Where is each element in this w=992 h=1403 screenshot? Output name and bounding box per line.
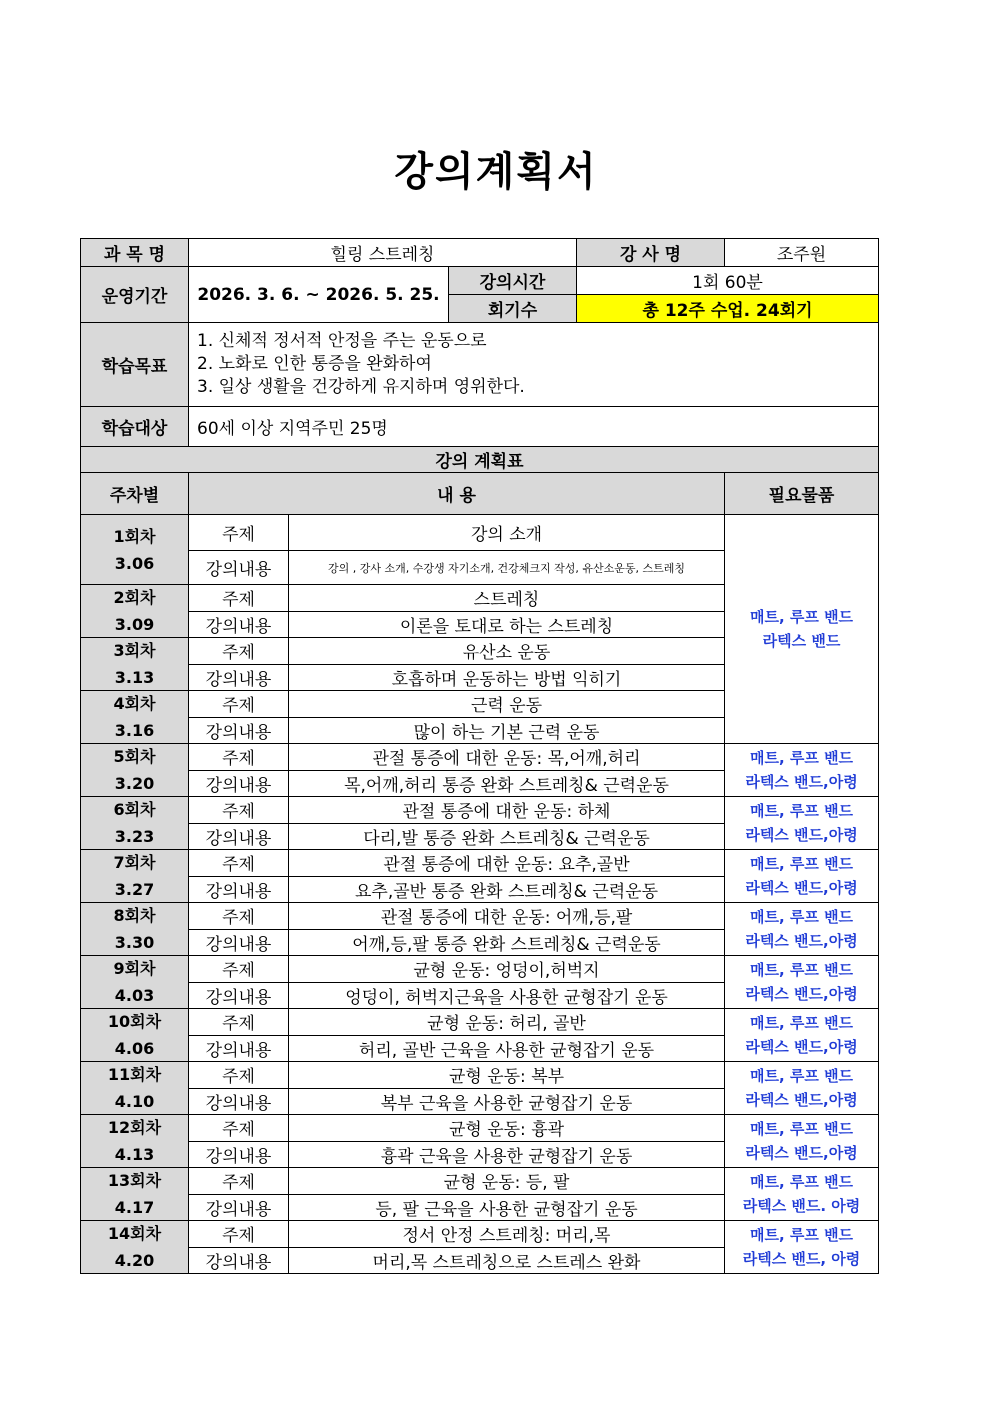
- subject-value: 힐링 스트레칭: [189, 239, 577, 267]
- week-cell: [81, 1168, 189, 1221]
- schedule-row: [81, 797, 879, 824]
- schedule-row: [81, 1062, 879, 1089]
- goals-list: [189, 323, 879, 407]
- week-content: 어깨,등,팔 통증 완화 스트레칭& 근력운동: [289, 929, 725, 956]
- item-line: 매트, 루프 밴드: [749, 855, 854, 873]
- item-line: 라텍스 밴드,아령: [745, 985, 858, 1003]
- week-topic: 정서 안정 스트레칭: 머리,목: [289, 1221, 725, 1248]
- topic-label: 주제: [189, 1221, 289, 1248]
- week-date: 3.23: [114, 827, 155, 846]
- week-number: 13회차: [107, 1171, 162, 1190]
- content-label: 강의내용: [189, 929, 289, 956]
- week-number: 8회차: [113, 906, 156, 925]
- week-content: 복부 근육을 사용한 균형잡기 운동: [289, 1088, 725, 1115]
- topic-label: 주제: [189, 850, 289, 877]
- week-cell: [81, 691, 189, 744]
- content-label: 강의내용: [189, 1141, 289, 1168]
- week-topic: 관절 통증에 대한 운동: 하체: [289, 797, 725, 824]
- items-cell: [725, 1062, 879, 1115]
- week-date: 3.16: [114, 721, 155, 740]
- target-value: 60세 이상 지역주민 25명: [189, 407, 879, 447]
- topic-label: 주제: [189, 515, 289, 551]
- item-line: 매트, 루프 밴드: [749, 908, 854, 926]
- week-content: 흉곽 근육을 사용한 균형잡기 운동: [289, 1141, 725, 1168]
- week-topic: 균형 운동: 흉곽: [289, 1115, 725, 1142]
- week-number: 6회차: [113, 800, 156, 819]
- period-label: 운영기간: [81, 267, 189, 323]
- item-line: 라텍스 밴드,아령: [745, 932, 858, 950]
- topic-label: 주제: [189, 956, 289, 983]
- week-topic: 근력 운동: [289, 691, 725, 718]
- week-date: 3.20: [114, 774, 155, 793]
- week-number: 9회차: [113, 959, 156, 978]
- item-line: 매트, 루프 밴드: [749, 1014, 854, 1032]
- week-content: 다리,발 통증 완화 스트레칭& 근력운동: [289, 823, 725, 850]
- item-line: 라텍스 밴드,아령: [745, 1144, 858, 1162]
- item-line: 라텍스 밴드,아령: [745, 826, 858, 844]
- week-number: 1회차: [113, 526, 156, 546]
- instructor-value: 조주원: [725, 239, 879, 267]
- item-line: 매트, 루프 밴드: [749, 802, 854, 820]
- topic-label: 주제: [189, 797, 289, 824]
- schedule-row: [81, 515, 879, 551]
- week-date: 4.17: [114, 1198, 155, 1217]
- target-label: 학습대상: [81, 407, 189, 447]
- items-column-header: 필요물품: [725, 473, 879, 515]
- week-content: 강의 , 강사 소개, 수강생 자기소개, 건강체크지 작성, 유산소운동, 스트레칭: [289, 551, 725, 585]
- content-label: 강의내용: [189, 611, 289, 638]
- content-label: 강의내용: [189, 982, 289, 1009]
- item-line: 라텍스 밴드,아령: [745, 1091, 858, 1109]
- topic-label: 주제: [189, 1115, 289, 1142]
- content-label: 강의내용: [189, 1035, 289, 1062]
- week-content: 머리,목 스트레칭으로 스트레스 완화: [289, 1247, 725, 1274]
- schedule-row: [81, 903, 879, 930]
- week-cell: [81, 1115, 189, 1168]
- week-date: 3.27: [114, 880, 155, 899]
- items-cell: [725, 797, 879, 850]
- content-label: 강의내용: [189, 823, 289, 850]
- week-date: 3.30: [114, 933, 155, 952]
- item-line: 라텍스 밴드, 아령: [742, 1250, 861, 1268]
- week-content: 등, 팔 근육을 사용한 균형잡기 운동: [289, 1194, 725, 1221]
- item-line: 매트, 루프 밴드: [749, 1173, 854, 1191]
- lecture-plan-table: [80, 238, 879, 1274]
- week-topic: 균형 운동: 등, 팔: [289, 1168, 725, 1195]
- week-cell: [81, 744, 189, 797]
- week-topic: 유산소 운동: [289, 638, 725, 665]
- topic-label: 주제: [189, 1009, 289, 1036]
- week-date: 4.10: [114, 1092, 155, 1111]
- content-label: 강의내용: [189, 551, 289, 585]
- week-topic: 균형 운동: 허리, 골반: [289, 1009, 725, 1036]
- week-number: 7회차: [113, 853, 156, 872]
- topic-label: 주제: [189, 691, 289, 718]
- week-number: 5회차: [113, 747, 156, 766]
- content-label: 강의내용: [189, 664, 289, 691]
- schedule-row: [81, 1221, 879, 1248]
- week-number: 2회차: [113, 588, 156, 607]
- item-line: 매트, 루프 밴드: [749, 749, 854, 767]
- item-line: 라텍스 밴드,아령: [745, 773, 858, 791]
- week-number: 4회차: [113, 694, 156, 713]
- time-value: 1회 60분: [577, 267, 879, 295]
- schedule-row: [81, 956, 879, 983]
- week-number: 3회차: [113, 641, 156, 660]
- week-topic: 강의 소개: [289, 515, 725, 551]
- week-date: 4.06: [114, 1039, 155, 1058]
- item-line: 매트, 루프 밴드: [749, 1067, 854, 1085]
- content-label: 강의내용: [189, 717, 289, 744]
- content-label: 강의내용: [189, 1194, 289, 1221]
- item-line: 매트, 루프 밴드: [749, 961, 854, 979]
- week-content: 엉덩이, 허벅지근육을 사용한 균형잡기 운동: [289, 982, 725, 1009]
- goal-item: 2. 노화로 인한 통증을 완화하여: [197, 354, 432, 374]
- items-cell: [725, 744, 879, 797]
- week-number: 12회차: [107, 1118, 162, 1137]
- week-cell: [81, 1009, 189, 1062]
- content-label: 강의내용: [189, 770, 289, 797]
- week-column-header: 주차별: [81, 473, 189, 515]
- week-topic: 균형 운동: 복부: [289, 1062, 725, 1089]
- schedule-row: [81, 744, 879, 771]
- week-cell: [81, 515, 189, 585]
- week-cell: [81, 797, 189, 850]
- week-date: 4.13: [114, 1145, 155, 1164]
- week-content: 호흡하며 운동하는 방법 익히기: [289, 664, 725, 691]
- topic-label: 주제: [189, 1062, 289, 1089]
- content-column-header: 내 용: [189, 473, 725, 515]
- week-cell: [81, 956, 189, 1009]
- week-date: 3.09: [114, 615, 155, 634]
- subject-label: 과 목 명: [81, 239, 189, 267]
- item-line: 라텍스 밴드,아령: [745, 1038, 858, 1056]
- schedule-row: [81, 1115, 879, 1142]
- schedule-row: [81, 1168, 879, 1195]
- item-line: 라텍스 밴드: [762, 632, 841, 650]
- document-title: 강의계획서: [394, 149, 598, 195]
- items-cell: [725, 1221, 879, 1274]
- schedule-row: [81, 850, 879, 877]
- week-cell: [81, 850, 189, 903]
- week-content: 많이 하는 기본 근력 운동: [289, 717, 725, 744]
- sessions-value: 총 12주 수업. 24회기: [577, 295, 879, 323]
- week-date: 3.06: [114, 553, 155, 573]
- week-content: 허리, 골반 근육을 사용한 균형잡기 운동: [289, 1035, 725, 1062]
- week-content: 요추,골반 통증 완화 스트레칭& 근력운동: [289, 876, 725, 903]
- week-topic: 관절 통증에 대한 운동: 요추,골반: [289, 850, 725, 877]
- schedule-row: [81, 1009, 879, 1036]
- goal-item: 1. 신체적 정서적 안정을 주는 운동으로: [197, 331, 487, 351]
- week-content: 목,어깨,허리 통증 완화 스트레칭& 근력운동: [289, 770, 725, 797]
- week-content: 이론을 토대로 하는 스트레칭: [289, 611, 725, 638]
- week-cell: [81, 638, 189, 691]
- week-topic: 관절 통증에 대한 운동: 어깨,등,팔: [289, 903, 725, 930]
- item-line: 매트, 루프 밴드: [749, 1226, 854, 1244]
- week-cell: [81, 1062, 189, 1115]
- item-line: 매트, 루프 밴드: [749, 1120, 854, 1138]
- week-number: 14회차: [107, 1224, 162, 1243]
- item-line: 매트, 루프 밴드: [749, 608, 854, 626]
- week-date: 4.03: [114, 986, 155, 1005]
- period-value: 2026. 3. 6. ~ 2026. 5. 25.: [189, 267, 449, 323]
- items-cell: [725, 903, 879, 956]
- week-date: 3.13: [114, 668, 155, 687]
- week-topic: 균형 운동: 엉덩이,허벅지: [289, 956, 725, 983]
- week-topic: 관절 통증에 대한 운동: 목,어깨,허리: [289, 744, 725, 771]
- week-cell: [81, 585, 189, 638]
- week-cell: [81, 903, 189, 956]
- schedule-section-title: 강의 계획표: [81, 447, 879, 473]
- sessions-label: 회기수: [449, 295, 577, 323]
- week-cell: [81, 1221, 189, 1274]
- items-cell: [725, 1115, 879, 1168]
- goal-item: 3. 일상 생활을 건강하게 유지하며 영위한다.: [197, 377, 525, 397]
- topic-label: 주제: [189, 903, 289, 930]
- topic-label: 주제: [189, 585, 289, 612]
- week-number: 11회차: [107, 1065, 162, 1084]
- content-label: 강의내용: [189, 1247, 289, 1274]
- week-number: 10회차: [107, 1012, 162, 1031]
- topic-label: 주제: [189, 1168, 289, 1195]
- topic-label: 주제: [189, 638, 289, 665]
- item-line: 라텍스 밴드. 아령: [742, 1197, 861, 1215]
- item-line: 라텍스 밴드,아령: [745, 879, 858, 897]
- content-label: 강의내용: [189, 1088, 289, 1115]
- items-cell: [725, 956, 879, 1009]
- items-cell: [725, 1168, 879, 1221]
- topic-label: 주제: [189, 744, 289, 771]
- week-topic: 스트레칭: [289, 585, 725, 612]
- shared-items-cell: [725, 515, 879, 744]
- instructor-label: 강 사 명: [577, 239, 725, 267]
- items-cell: [725, 850, 879, 903]
- time-label: 강의시간: [449, 267, 577, 295]
- week-date: 4.20: [114, 1251, 155, 1270]
- content-label: 강의내용: [189, 876, 289, 903]
- items-cell: [725, 1009, 879, 1062]
- goals-label: 학습목표: [81, 323, 189, 407]
